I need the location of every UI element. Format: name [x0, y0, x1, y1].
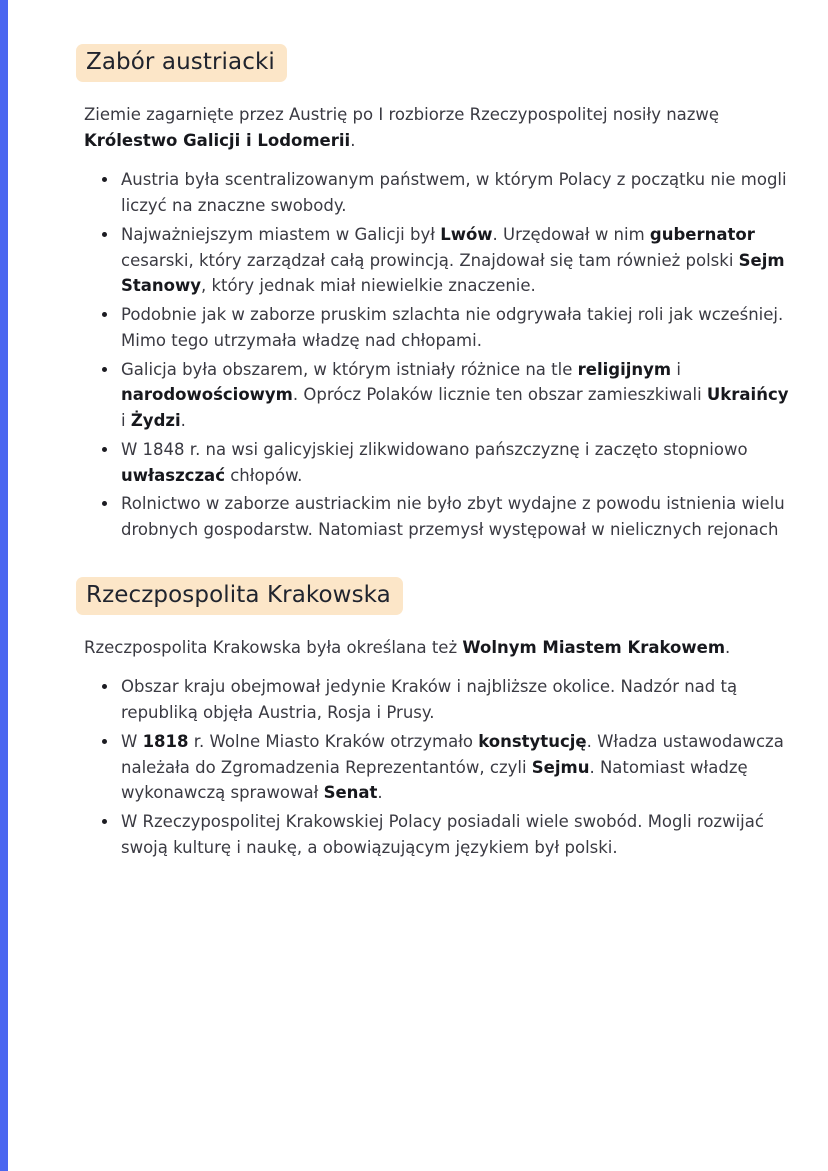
list-item: • Obszar kraju obejmował jedynie Kraków i najbliższe okolice. Nadzór nad tą republiką objęła Austria, Rosja i Prusy. — [119, 674, 794, 725]
list-item: • Najważniejszym miastem w Galicji był Lwów. Urzędował w nim gubernator cesarski, który zarządzał całą prowincją. Znajdował się tam również polski Sejm Stanowy, który jednak miał niewielkie znaczenie. — [119, 222, 794, 299]
section-title — [76, 577, 794, 615]
list-item: • Rolnictwo w zaborze austriackim nie było zbyt wydajne z powodu istnienia wielu drobnych gospodarstw. Natomiast przemysł występował w nielicznych rejonach — [119, 491, 794, 542]
list-item: • W Rzeczypospolitej Krakowskiej Polacy posiadali wiele swobód. Mogli rozwijać swoją kulturę i naukę, a obowiązującym językiem był polski. — [119, 809, 794, 860]
section-title — [76, 44, 794, 82]
section-title-highlight: Zabór austriacki — [76, 44, 287, 82]
list-item: • W 1848 r. na wsi galicyjskiej zlikwidowano pańszczyznę i zaczęto stopniowo uwłaszczać chłopów. — [119, 437, 794, 488]
list-item: • W 1818 r. Wolne Miasto Kraków otrzymało konstytucję. Władza ustawodawcza należała do Zgromadzenia Reprezentantów, czyli Sejmu. Natomiast władzę wykonawczą sprawował Senat. — [119, 729, 794, 806]
section-intro: Ziemie zagarnięte przez Austrię po I rozbiorze Rzeczypospolitej nosiły nazwę Królestwo Galicji i Lodomerii. — [84, 105, 720, 150]
section-title-highlight: Rzeczpospolita Krakowska — [76, 577, 403, 615]
left-accent-bar — [0, 0, 8, 1171]
section-zabor-austriacki — [76, 44, 794, 543]
section-rzeczpospolita-krakowska — [76, 577, 794, 861]
bullet-list — [76, 674, 794, 860]
bullet-list — [76, 167, 794, 542]
list-item: • Podobnie jak w zaborze pruskim szlachta nie odgrywała takiej roli jak wcześniej. Mimo tego utrzymała władzę nad chłopami. — [119, 302, 794, 353]
list-item: • Austria była scentralizowanym państwem, w którym Polacy z początku nie mogli liczyć na znaczne swobody. — [119, 167, 794, 218]
section-intro: Rzeczpospolita Krakowska była określana też Wolnym Miastem Krakowem. — [84, 637, 731, 657]
list-item: • Galicja była obszarem, w którym istniały różnice na tle religijnym i narodowościowym. Oprócz Polaków licznie ten obszar zamieszkiwali Ukraińcy i Żydzi. — [119, 357, 794, 434]
